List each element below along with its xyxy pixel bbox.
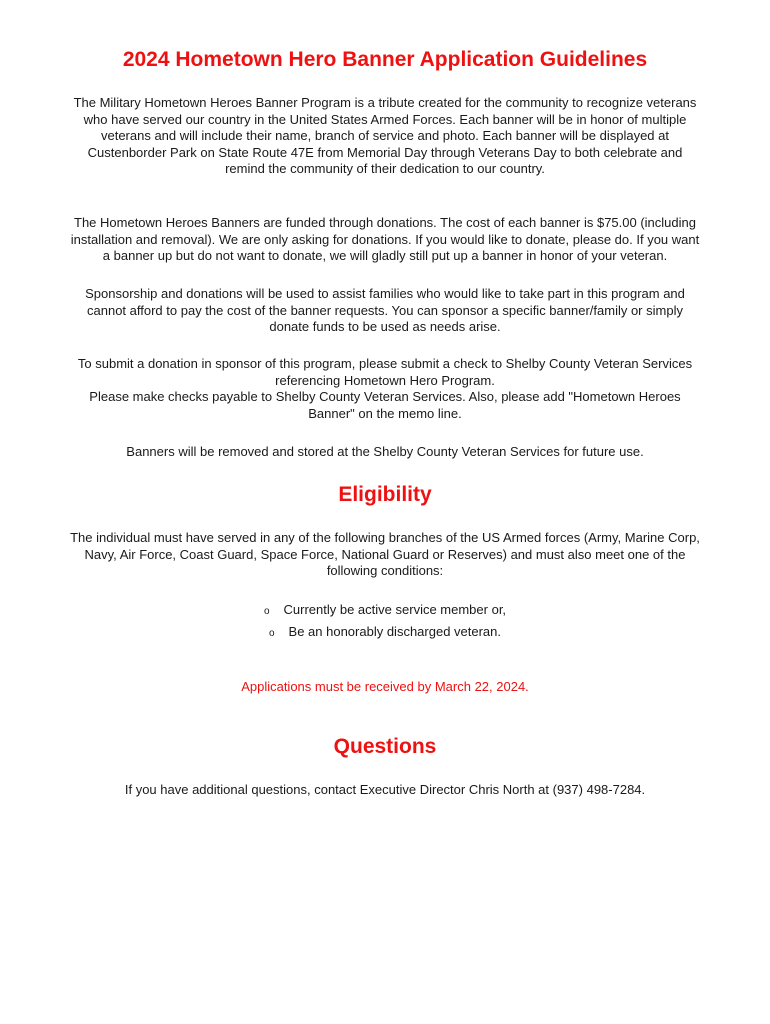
list-item (0, 601, 770, 623)
eligibility-heading: Eligibility (338, 483, 432, 506)
funding-line: installation and removal). We are only asking for donations. If you would like to donate, please do. If you want (70, 231, 700, 247)
intro-line: The Military Hometown Heroes Banner Program is a tribute created for the community to recognize veterans (73, 95, 697, 110)
intro-line: veterans and will include their name, branch of service and photo. Each banner will be displayed at (100, 128, 669, 144)
storage-paragraph (44, 444, 726, 461)
sponsorship-line: donate funds to be used as needs arise. (269, 319, 501, 335)
funding-line: a banner up but do not want to donate, we will gladly still put up a banner in honor of your veteran. (102, 248, 668, 264)
funding-line: The Hometown Heroes Banners are funded through donations. The cost of each banner is $75.00 (including (74, 215, 696, 230)
document-title: 2024 Hometown Hero Banner Application Guidelines (122, 48, 648, 71)
contact-line: If you have additional questions, contact Executive Director Chris North at (937) 498-7284. (124, 782, 646, 797)
questions-heading: Questions (333, 735, 437, 758)
intro-paragraph (44, 95, 726, 178)
submit-line: To submit a donation in sponsor of this program, please submit a check to Shelby County Veteran Services (77, 356, 693, 371)
submit-paragraph (44, 356, 726, 422)
intro-line: who have served our country in the United States Armed Forces. Each banner will be in honor of multiple (83, 111, 687, 127)
eligibility-paragraph (38, 530, 732, 580)
intro-line: remind the community of their dedication to our country. (225, 161, 545, 177)
submit-line: Banner" on the memo line. (308, 405, 462, 421)
hollow-bullet-icon: o (268, 628, 275, 639)
deadline-notice: Applications must be received by March 22, 2024. (241, 679, 529, 694)
eligibility-line: Navy, Air Force, Coast Guard, Space Force, National Guard or Reserves) and must also meet one of the (84, 546, 686, 562)
eligibility-conditions-list (0, 601, 770, 645)
sponsorship-line: cannot afford to pay the cost of the banner requests. You can sponsor a specific banner/family or simply (87, 302, 683, 318)
funding-paragraph (38, 215, 732, 265)
eligibility-line: following conditions: (326, 563, 444, 579)
condition-text: Currently be active service member or, (283, 602, 507, 617)
sponsorship-line: Sponsorship and donations will be used to assist families who would like to take part in this program and (85, 286, 685, 301)
submit-line: Please make checks payable to Shelby County Veteran Services. Also, please add "Hometown Heroes (89, 389, 681, 405)
sponsorship-paragraph (44, 286, 726, 336)
storage-line: Banners will be removed and stored at the Shelby County Veteran Services for future use. (126, 444, 644, 459)
submit-line: referencing Hometown Hero Program. (275, 372, 495, 388)
list-item (0, 623, 770, 645)
hollow-bullet-icon: o (263, 606, 270, 617)
eligibility-line: The individual must have served in any of the following branches of the US Armed forces (Army, Marine Corp, (70, 530, 700, 545)
condition-text: Be an honorably discharged veteran. (288, 624, 502, 639)
intro-line: Custenborder Park on State Route 47E from Memorial Day through Veterans Day to both celebrate and (87, 144, 683, 160)
questions-paragraph (44, 782, 726, 799)
